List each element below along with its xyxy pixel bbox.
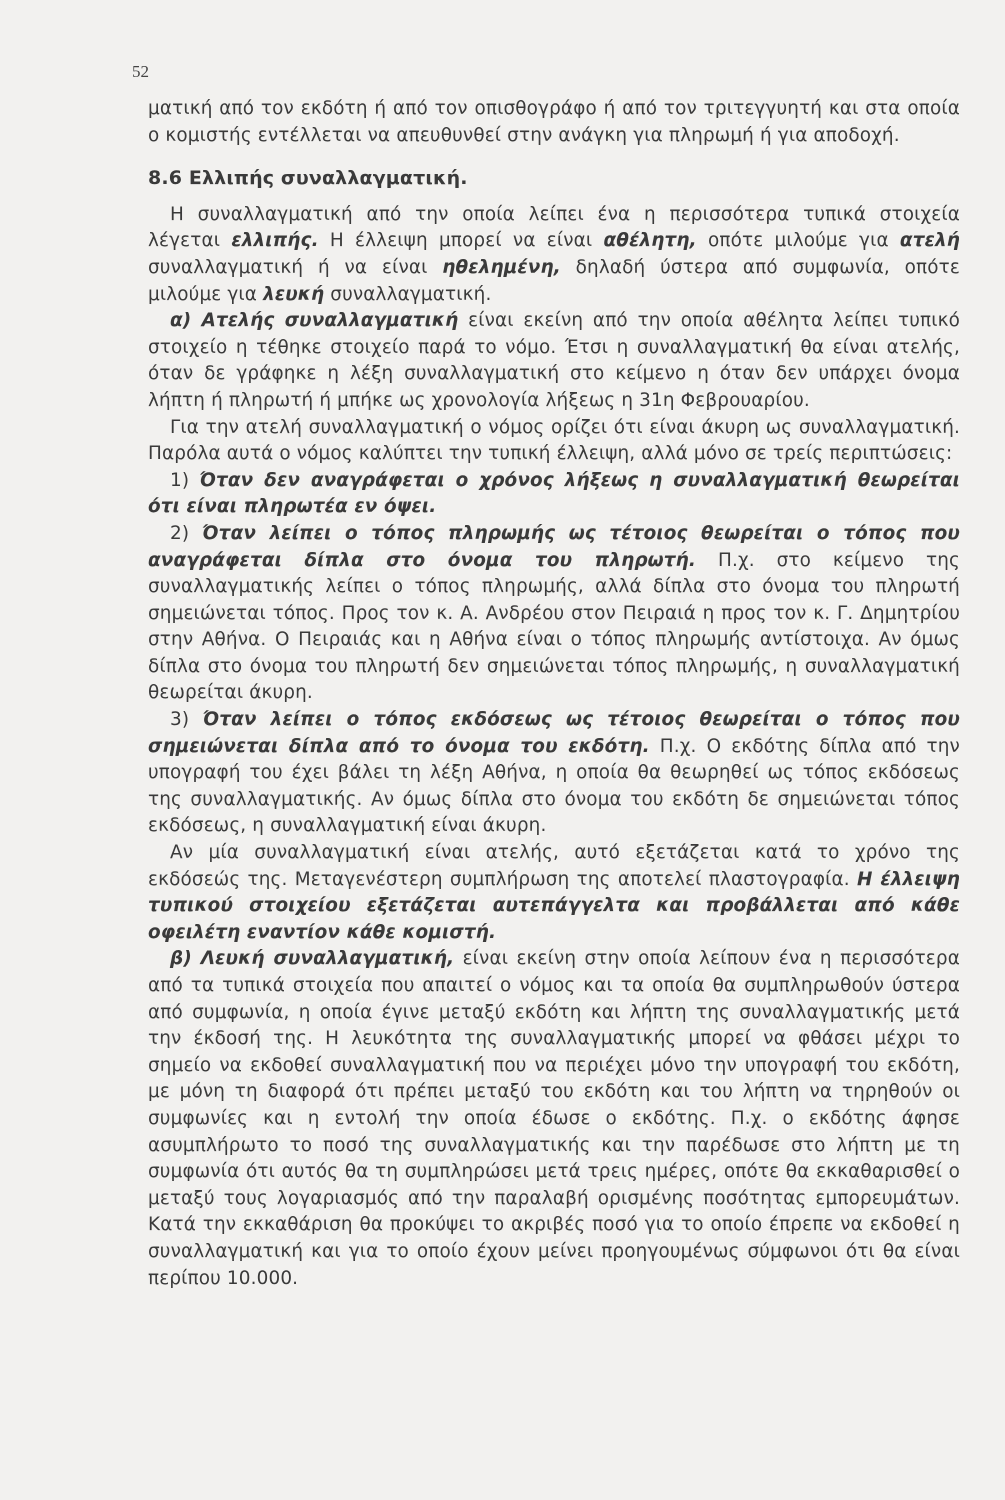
section-heading: 8.6 Ελλιπής συναλλαγματική. [148,167,468,190]
paragraph-law: Για την ατελή συναλλαγματική ο νόμος ορίζει ότι είναι άκυρη ως συναλλαγματική. Παρόλα αυτά ο νόμος καλύπτει την τυπική έλλειψη, αλλά μόνο σε τρείς περιπτώσεις: [148,416,960,465]
paragraph-incomplete: α) Ατελής συναλλαγματική είναι εκείνη από την οποία αθέλητα λείπει τυπικό στοιχείο η τέθηκε στοιχείο παρά το νόμο. Έτσι η συναλλαγματική θα είναι ατελής, όταν δε γράφηκε η λέξη συναλλαγματική στο κείμενο η όταν δεν υπάρχει όνομα λήπτη ή πληρωτή ή μπήκε ως χρονολογία λήξεως η 31η Φεβρουαρίου. [148,310,960,411]
case-1: 1) Όταν δεν αναγράφεται ο χρόνος λήξεως η συναλλαγματική θεωρείται ότι είναι πληρωτέα εν όψει. [148,469,961,518]
case-3: 3) Όταν λείπει ο τόπος εκδόσεως ως τέτοιος θεωρείται ο τόπος που σημειώνεται δίπλα από το όνομα του εκδότη. Π.χ. Ο εκδότης δίπλα από την υπογραφή του έχει βάλει τη λέξη Αθήνα, η οποία θα θεωρηθεί ως τόπος εκδόσεως της συναλλαγματικής. Αν όμως δίπλα στο όνομα του εκδότη δε σημειώνεται τόπος εκδόσεως, η συναλλαγματική είναι άκυρη. [148,709,961,837]
case-2: 2) Όταν λείπει ο τόπος πληρωμής ως τέτοιος θεωρείται ο τόπος που αναγράφεται δίπλα στο όνομα του πληρωτή. Π.χ. στο κείμενο της συναλλαγματικής λείπει ο τόπος πληρωμής, αλλά δίπλα στο όνομα του πληρωτή σημειώνεται τόπος. Προς τον κ. Α. Ανδρέου στον Πειραιά η προς τον κ. Γ. Δημητρίου στην Αθήνα. Ο Πειραιάς και η Αθήνα είναι ο τόπος πληρωμής αντίστοιχα. Αν όμως δίπλα στο όνομα του πληρωτή δεν σημειώνεται τόπος πληρωμής, η συναλλαγματική θεωρείται άκυρη. [148,522,960,704]
paragraph-definition: Η συναλλαγματική από την οποία λείπει ένα η περισσότερα τυπικά στοιχεία λέγεται ελλιπής. Η έλλειψη μπορεί να είναι αθέλητη, οπότε μιλούμε για ατελή συναλλαγματική ή να είναι ηθελημένη, δηλαδή ύστερα από συμφωνία, οπότε μιλούμε για λευκή συναλλαγματική. [148,203,960,305]
paragraph-forgery: Αν μία συναλλαγματική είναι ατελής, αυτό εξετάζεται κατά το χρόνο της εκδόσεώς της. Μεταγενέστερη συμπλήρωση της αποτελεί πλαστογραφία. Η έλλειψη τυπικού στοιχείου εξετάζεται αυτεπάγγελτα και προβάλλεται από κάθε οφειλέτη εναντίον κάθε κομιστή. [148,842,960,943]
page-number: 52 [132,62,149,81]
page-body [148,96,960,1292]
paragraph-blank: β) Λευκή συναλλαγματική, είναι εκείνη στην οποία λείπουν ένα η περισσότερα από τα τυπικά στοιχεία που απαιτεί ο νόμος και τα οποία θα συμπληρωθούν ύστερα από συμφωνία, η οποία έγινε μεταξύ εκδότη και λήπτη της συναλλαγματικής μετά την έκδοσή της. Η λευκότητα της συναλλαγματικής μπορεί να φθάσει μέχρι το σημείο να εκδοθεί συναλλαγματική που να περιέχει μόνο την υπογραφή του εκδότη, με μόνη τη διαφορά ότι πρέπει μεταξύ του εκδότη και του λήπτη να τηρηθούν οι συμφωνίες και η εντολή την οποία έδωσε ο εκδότης. Π.χ. ο εκδότης άφησε ασυμπλήρωτο το ποσό της συναλλαγματικής και την παρέδωσε στο λήπτη με τη συμφωνία ότι αυτός θα τη συμπληρώσει μετά τρεις ημέρες, οπότε θα εκκαθαρισθεί ο μεταξύ τους λογαριασμός από την παραλαβή ορισμένης ποσότητας εμπορευμάτων. Κατά την εκκαθάριση θα προκύψει το ακριβές ποσό για το οποίο έπρεπε να εκδοθεί η συναλλαγματική και για το οποίο έχουν μείνει προηγουμένως σύμφωνοι ότι θα είναι περίπου 10.000. [148,948,960,1289]
intro-paragraph: ματική από τον εκδότη ή από τον οπισθογράφο ή από τον τριτεγγυητή και στα οποία ο κομιστής εντέλλεται να απευθυνθεί στην ανάγκη για πληρωμή ή για αποδοχή. [148,98,960,146]
